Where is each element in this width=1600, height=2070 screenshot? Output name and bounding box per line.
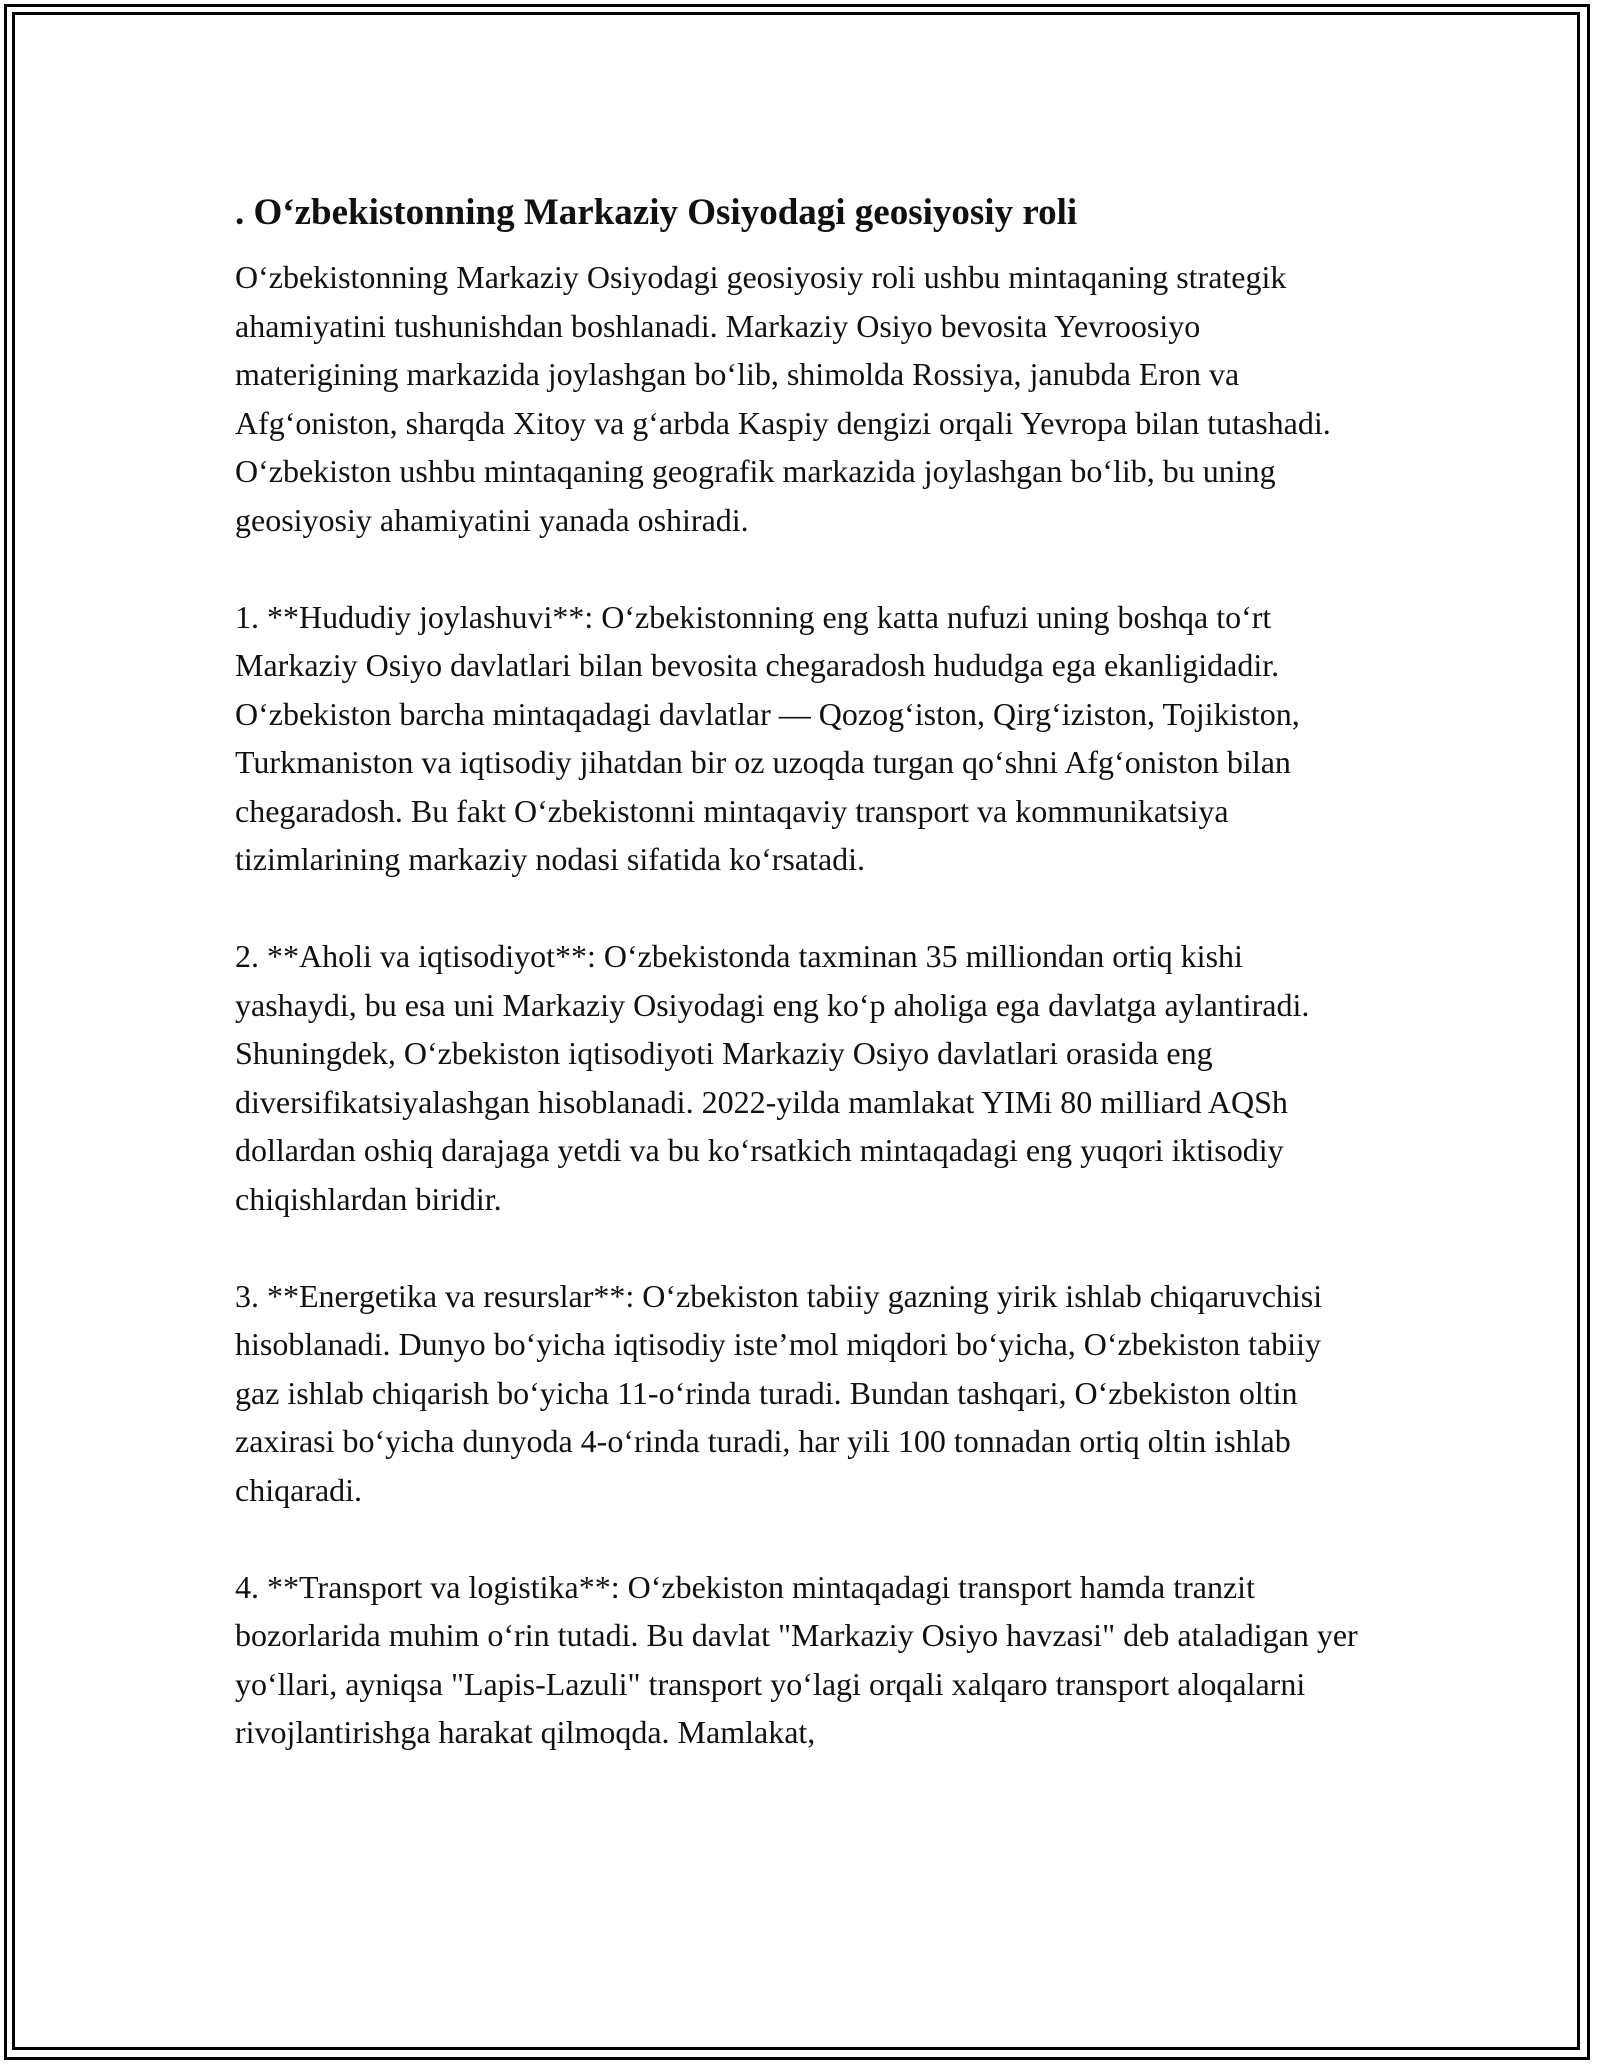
document-title: . O‘zbekistonning Markaziy Osiyodagi geosiyosiy roli (235, 192, 1078, 233)
intro-paragraph: O‘zbekistonning Markaziy Osiyodagi geosiyosiy roli ushbu mintaqaning strategik ahamiyatini tushunishdan boshlanadi. Markaziy Osiyo bevosita Yevroosiyo materigining markazida joylashgan bo‘lib, shimolda Rossiya, janubda Eron va Afg‘oniston, sharqda Xitoy va g‘arbda Kaspiy dengizi orqali Yevropa bilan tutashadi. O‘zbekiston ushbu mintaqaning geografik markazida joylashgan bo‘lib, bu uning geosiyosiy ahamiyatini yanada oshiradi. (235, 259, 1331, 538)
paragraph-transport-logistics: 4. **Transport va logistika**: O‘zbekiston mintaqadagi transport hamda tranzit bozorlarida muhim o‘rin tutadi. Bu davlat "Markaziy Osiyo havzasi" deb ataladigan yer yo‘llari, ayniqsa "Lapis-Lazuli" transport yo‘lagi orqali xalqaro transport aloqalarni rivojlantirishga harakat qilmoqda. Mamlakat, (235, 1568, 1358, 1750)
paragraph-population-economy: 2. **Aholi va iqtisodiyot**: O‘zbekistonda taxminan 35 milliondan ortiq kishi yashaydi, bu esa uni Markaziy Osiyodagi eng ko‘p aholiga ega davlatga aylantiradi. Shuningdek, O‘zbekiston iqtisodiyoti Markaziy Osiyo davlatlari orasida eng diversifikatsiyalashgan hisoblanadi. 2022-yilda mamlakat YIMi 80 milliard AQSh dollardan oshiq darajaga yetdi va bu ko‘rsatkich mintaqadagi eng yuqori iktisodiy chiqishlardan biridir. (235, 938, 1310, 1217)
paragraph-territorial-location: 1. **Hududiy joylashuvi**: O‘zbekistonning eng katta nufuzi uning boshqa to‘rt Markaziy Osiyo davlatlari bilan bevosita chegaradosh hududga ega ekanligidadir. O‘zbekiston barcha mintaqadagi davlatlar — Qozog‘iston, Qirg‘iziston, Tojikiston, Turkmaniston va iqtisodiy jihatdan bir oz uzoqda turgan qo‘shni Afg‘oniston bilan chegaradosh. Bu fakt O‘zbekistonni mintaqaviy transport va kommunikatsiya tizimlarining markaziy nodasi sifatida ko‘rsatadi. (235, 598, 1300, 877)
paragraph-energy-resources: 3. **Energetika va resurslar**: O‘zbekiston tabiiy gazning yirik ishlab chiqaruvchisi hisoblanadi. Dunyo bo‘yicha iqtisodiy iste’mol miqdori bo‘yicha, O‘zbekiston tabiiy gaz ishlab chiqarish bo‘yicha 11-o‘rinda turadi. Bundan tashqari, O‘zbekiston oltin zaxirasi bo‘yicha dunyoda 4-o‘rinda turadi, har yili 100 tonnadan ortiq oltin ishlab chiqaradi. (235, 1277, 1323, 1508)
document-body (235, 186, 1370, 1805)
